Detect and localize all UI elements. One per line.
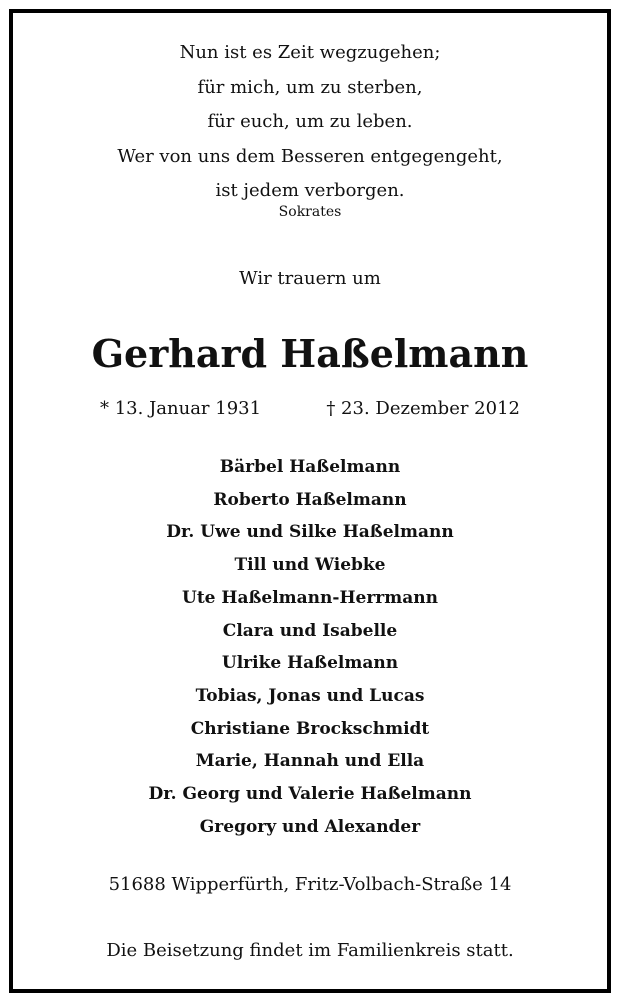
address: 51688 Wipperfürth, Fritz-Volbach-Straße 14: [108, 874, 512, 895]
family-member: Tobias, Jonas und Lucas: [195, 685, 425, 706]
poem-line: Wer von uns dem Besseren entgegengeht,: [117, 145, 503, 167]
family-member: Ute Haßelmann-Herrmann: [182, 587, 438, 608]
family-list: [0, 451, 620, 843]
family-member: Bärbel Haßelmann: [219, 457, 401, 477]
family-member: Gregory und Alexander: [199, 816, 421, 837]
poem-line: Nun ist es Zeit wegzugehen;: [179, 42, 441, 63]
deceased-name: Gerhard Haßelmann: [91, 331, 529, 376]
family-member: Ulrike Haßelmann: [221, 653, 399, 674]
family-member: Till und Wiebke: [234, 555, 386, 576]
poem: [0, 36, 620, 209]
family-member: Christiane Brockschmidt: [190, 718, 430, 739]
mourning-line: Wir trauern um: [239, 268, 381, 289]
birth-date: * 13. Januar 1931: [100, 398, 262, 419]
poem-line: ist jedem verborgen.: [215, 180, 405, 201]
family-member: Dr. Uwe und Silke Haßelmann: [166, 522, 454, 543]
poem-line: für euch, um zu leben.: [207, 111, 413, 132]
family-member: Roberto Haßelmann: [213, 489, 407, 510]
poem-line: für mich, um zu sterben,: [197, 76, 423, 98]
family-member: Clara und Isabelle: [222, 620, 398, 641]
family-member: Marie, Hannah und Ella: [195, 751, 425, 772]
death-date: † 23. Dezember 2012: [326, 398, 520, 419]
family-member: Dr. Georg und Valerie Haßelmann: [148, 784, 472, 805]
poem-author: Sokrates: [278, 204, 342, 220]
burial-note: Die Beisetzung findet im Familienkreis statt.: [106, 940, 514, 961]
